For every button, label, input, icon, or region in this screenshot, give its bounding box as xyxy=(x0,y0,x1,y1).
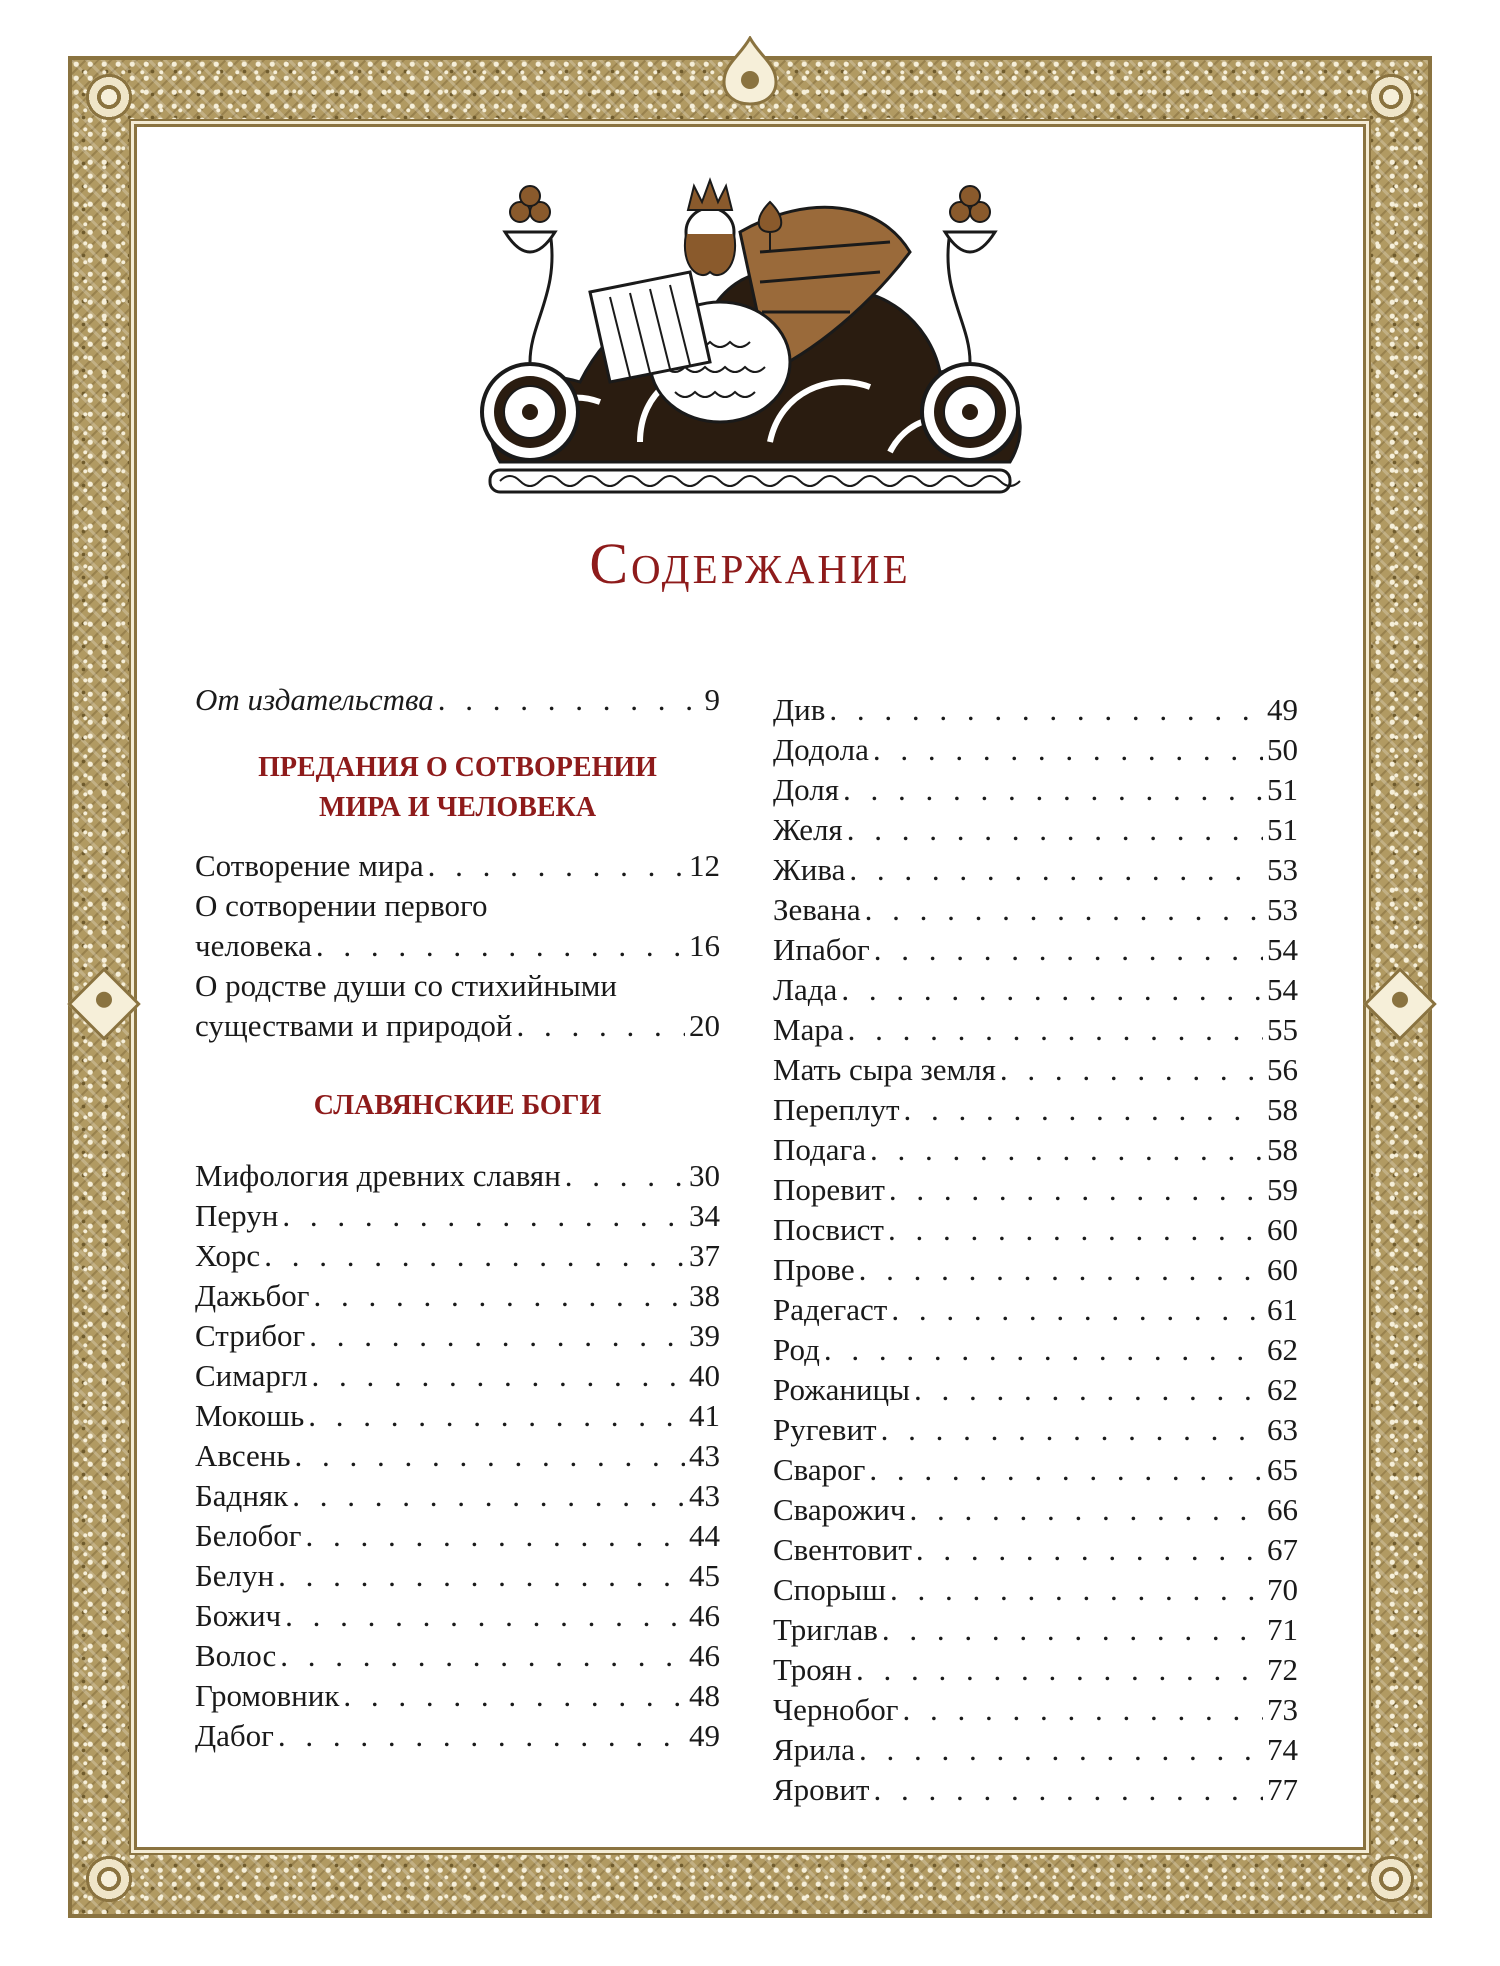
toc-entry-label: Лада xyxy=(773,972,838,1007)
toc-entry[interactable] xyxy=(773,1330,1298,1370)
toc-entry-label: Додола xyxy=(773,732,869,767)
toc-entry-label: Ипабог xyxy=(773,932,870,967)
toc-entry-label: Громовник xyxy=(195,1678,340,1713)
toc-entry-label: Ругевит xyxy=(773,1412,877,1447)
toc-leader-dots xyxy=(565,1156,685,1196)
toc-leader-dots xyxy=(856,1650,1263,1690)
toc-entry[interactable] xyxy=(195,886,720,966)
toc-entry-page: 70 xyxy=(1267,1572,1298,1607)
toc-entry[interactable] xyxy=(773,1730,1298,1770)
lion-head-corner-icon xyxy=(1364,1852,1418,1906)
toc-leader-dots xyxy=(264,1236,685,1276)
page-title: Содержание xyxy=(589,531,911,596)
toc-entry-label: Род xyxy=(773,1332,820,1367)
toc-left-column xyxy=(195,680,720,1756)
toc-leader-dots xyxy=(428,846,685,886)
toc-leader-dots xyxy=(309,1316,685,1356)
toc-entry-label: Жива xyxy=(773,852,846,887)
toc-entry-label: Посвист xyxy=(773,1212,884,1247)
toc-entry-page: 63 xyxy=(1267,1412,1298,1447)
toc-entry-label: Сварожич xyxy=(773,1492,906,1527)
toc-entry-label: Ярила xyxy=(773,1732,855,1767)
toc-leader-dots xyxy=(848,1010,1263,1050)
toc-leader-dots xyxy=(278,1716,685,1756)
toc-leader-dots xyxy=(343,1676,685,1716)
toc-entry-label: Дажьбог xyxy=(195,1278,310,1313)
lion-head-corner-icon xyxy=(82,70,136,124)
toc-entry-page: 48 xyxy=(689,1678,720,1713)
toc-leader-dots xyxy=(308,1396,685,1436)
toc-leader-dots xyxy=(865,890,1263,930)
toc-entry[interactable] xyxy=(773,1770,1298,1810)
toc-entry-label: Стрибог xyxy=(195,1318,306,1353)
toc-entry[interactable] xyxy=(773,730,1298,770)
toc-entry-page: 55 xyxy=(1267,1012,1298,1047)
toc-entry-label: Бадняк xyxy=(195,1478,289,1513)
toc-leader-dots xyxy=(902,1690,1263,1730)
toc-entry[interactable] xyxy=(195,680,720,720)
toc-leader-dots xyxy=(891,1290,1263,1330)
toc-right-column xyxy=(773,690,1298,1810)
toc-entry[interactable] xyxy=(195,1636,720,1676)
toc-entry-page: 62 xyxy=(1267,1372,1298,1407)
toc-entry-page: 30 xyxy=(689,1158,720,1193)
toc-entry-page: 58 xyxy=(1267,1092,1298,1127)
toc-entry-label: Желя xyxy=(773,812,843,847)
toc-entry-page: 39 xyxy=(689,1318,720,1353)
toc-entry-page: 60 xyxy=(1267,1252,1298,1287)
toc-entry-label: Авсень xyxy=(195,1438,291,1473)
toc-leader-dots xyxy=(910,1490,1264,1530)
toc-entry-label: Подага xyxy=(773,1132,866,1167)
toc-entry[interactable] xyxy=(773,1050,1298,1090)
toc-entry[interactable] xyxy=(195,966,720,1046)
toc-entry-label: Свентовит xyxy=(773,1532,912,1567)
toc-entry-page: 77 xyxy=(1267,1772,1298,1807)
toc-entry-label: Радегаст xyxy=(773,1292,888,1327)
toc-list xyxy=(773,690,1298,1810)
toc-leader-dots xyxy=(849,850,1263,890)
toc-entry-label: Сотворение мира xyxy=(195,848,424,883)
toc-entry[interactable] xyxy=(195,1356,720,1396)
toc-entry-label: Доля xyxy=(773,772,839,807)
toc-leader-dots xyxy=(843,770,1263,810)
toc-entry[interactable] xyxy=(773,1130,1298,1170)
section-title: МИРА И ЧЕЛОВЕКА xyxy=(318,792,597,823)
toc-entry[interactable] xyxy=(195,1476,720,1516)
toc-leader-dots xyxy=(294,1436,685,1476)
toc-entry-page: 37 xyxy=(689,1238,720,1273)
toc-entry-page: 59 xyxy=(1267,1172,1298,1207)
toc-entry[interactable] xyxy=(773,1250,1298,1290)
toc-leader-dots xyxy=(841,970,1263,1010)
toc-entry-label: Прове xyxy=(773,1252,855,1287)
toc-entry-page: 51 xyxy=(1267,812,1298,847)
toc-leader-dots xyxy=(438,680,701,720)
toc-entry-page: 67 xyxy=(1267,1532,1298,1567)
toc-entry-page: 54 xyxy=(1267,932,1298,967)
toc-entry-page: 20 xyxy=(689,1008,720,1043)
toc-entry-page: 61 xyxy=(1267,1292,1298,1327)
toc-leader-dots xyxy=(285,1596,685,1636)
toc-entry-label: Мифология древних славян xyxy=(195,1158,561,1193)
toc-entry-page: 53 xyxy=(1267,852,1298,887)
toc-entry-page: 34 xyxy=(689,1198,720,1233)
toc-entry[interactable] xyxy=(195,1596,720,1636)
toc-entry[interactable] xyxy=(195,1316,720,1356)
toc-entry-label: Поревит xyxy=(773,1172,885,1207)
toc-entry-label: Перун xyxy=(195,1198,279,1233)
toc-leader-dots xyxy=(916,1530,1263,1570)
toc-leader-dots xyxy=(870,1130,1263,1170)
toc-entry-page: 12 xyxy=(689,848,720,883)
toc-entry-label: Див xyxy=(773,692,826,727)
toc-leader-dots xyxy=(869,1450,1263,1490)
toc-entry[interactable] xyxy=(773,1090,1298,1130)
toc-entry[interactable] xyxy=(773,1650,1298,1690)
toc-entry-page: 16 xyxy=(689,928,720,963)
toc-leader-dots xyxy=(292,1476,685,1516)
toc-leader-dots xyxy=(914,1370,1263,1410)
toc-entry[interactable] xyxy=(773,1610,1298,1650)
toc-entry[interactable] xyxy=(773,930,1298,970)
toc-entry[interactable] xyxy=(195,1716,720,1756)
toc-entry-label: Зевана xyxy=(773,892,861,927)
toc-leader-dots xyxy=(280,1636,685,1676)
toc-entry-label: Симаргл xyxy=(195,1358,308,1393)
toc-entry-label: Переплут xyxy=(773,1092,900,1127)
sirin-bird-ornament-icon xyxy=(410,172,1090,502)
toc-entry-label: Волос xyxy=(195,1638,277,1673)
toc-entry-page: 40 xyxy=(689,1358,720,1393)
lion-head-corner-icon xyxy=(1364,70,1418,124)
toc-entry-label: Триглав xyxy=(773,1612,878,1647)
toc-entry[interactable] xyxy=(773,970,1298,1010)
toc-leader-dots xyxy=(278,1556,685,1596)
section-title: ПРЕДАНИЯ О СОТВОРЕНИИ xyxy=(258,752,657,783)
toc-leader-dots xyxy=(316,926,685,966)
toc-entry-label: Сварог xyxy=(773,1452,866,1487)
toc-entry-page: 45 xyxy=(689,1558,720,1593)
toc-entry-label: Белобог xyxy=(195,1518,302,1553)
toc-leader-dots xyxy=(874,930,1263,970)
toc-entry-label: Чернобог xyxy=(773,1692,899,1727)
toc-entry-label: Троян xyxy=(773,1652,853,1687)
toc-leader-dots xyxy=(881,1410,1263,1450)
toc-entry[interactable] xyxy=(195,1156,720,1196)
toc-entry[interactable] xyxy=(773,1530,1298,1570)
toc-entry-label: Белун xyxy=(195,1558,275,1593)
toc-entry-page: 51 xyxy=(1267,772,1298,807)
toc-entry-label: человека xyxy=(195,928,312,963)
toc-entry-page: 49 xyxy=(689,1718,720,1753)
toc-entry[interactable] xyxy=(773,1210,1298,1250)
toc-leader-dots xyxy=(882,1610,1263,1650)
toc-entry-label: Спорыш xyxy=(773,1572,886,1607)
toc-entry-page: 41 xyxy=(689,1398,720,1433)
toc-entry[interactable] xyxy=(195,1436,720,1476)
toc-entry-page: 71 xyxy=(1267,1612,1298,1647)
toc-leader-dots xyxy=(889,1170,1263,1210)
toc-entry-label: Божич xyxy=(195,1598,282,1633)
toc-entry-label: существами и природой xyxy=(195,1008,513,1043)
toc-leader-dots xyxy=(517,1006,686,1046)
toc-entry-page: 72 xyxy=(1267,1652,1298,1687)
toc-entry-page: 74 xyxy=(1267,1732,1298,1767)
toc-entry[interactable] xyxy=(773,770,1298,810)
toc-entry-label: Мать сыра земля xyxy=(773,1052,996,1087)
toc-entry[interactable] xyxy=(195,1236,720,1276)
toc-entry-label: Хорс xyxy=(195,1238,261,1273)
toc-leader-dots xyxy=(873,730,1263,770)
toc-entry[interactable] xyxy=(773,1290,1298,1330)
toc-entry-label: Рожаницы xyxy=(773,1372,910,1407)
toc-entry[interactable] xyxy=(195,1196,720,1236)
toc-entry-page: 44 xyxy=(689,1518,720,1553)
toc-entry-page: 60 xyxy=(1267,1212,1298,1247)
toc-entry-page: 53 xyxy=(1267,892,1298,927)
toc-entry-page: 54 xyxy=(1267,972,1298,1007)
top-crest-ornament-icon xyxy=(720,36,780,106)
toc-entry-label-line1: О сотворении первого xyxy=(195,888,488,923)
toc-entry[interactable] xyxy=(773,810,1298,850)
toc-leader-dots xyxy=(1000,1050,1263,1090)
toc-list xyxy=(195,1156,720,1756)
toc-entry[interactable] xyxy=(773,1170,1298,1210)
toc-leader-dots xyxy=(890,1570,1263,1610)
toc-entry-label: Яровит xyxy=(773,1772,870,1807)
toc-entry-page: 43 xyxy=(689,1438,720,1473)
toc-leader-dots xyxy=(824,1330,1263,1370)
toc-leader-dots xyxy=(888,1210,1263,1250)
toc-entry-page: 43 xyxy=(689,1478,720,1513)
toc-entry-page: 62 xyxy=(1267,1332,1298,1367)
toc-entry[interactable] xyxy=(195,1276,720,1316)
toc-leader-dots xyxy=(873,1770,1263,1810)
toc-entry[interactable] xyxy=(773,890,1298,930)
toc-entry-page: 50 xyxy=(1267,732,1298,767)
toc-entry[interactable] xyxy=(773,1490,1298,1530)
toc-entry[interactable] xyxy=(195,846,720,886)
toc-entry[interactable] xyxy=(773,1410,1298,1450)
toc-leader-dots xyxy=(859,1250,1263,1290)
toc-entry-label: От издательства xyxy=(195,682,434,717)
toc-leader-dots xyxy=(306,1516,685,1556)
toc-entry-page: 38 xyxy=(689,1278,720,1313)
toc-entry-page: 73 xyxy=(1267,1692,1298,1727)
toc-leader-dots xyxy=(859,1730,1263,1770)
toc-entry[interactable] xyxy=(773,1690,1298,1730)
toc-entry-page: 46 xyxy=(689,1638,720,1673)
toc-leader-dots xyxy=(904,1090,1263,1130)
toc-entry[interactable] xyxy=(195,1676,720,1716)
toc-leader-dots xyxy=(829,690,1263,730)
toc-entry[interactable] xyxy=(195,1396,720,1436)
toc-entry-label: Дабог xyxy=(195,1718,274,1753)
toc-entry-page: 66 xyxy=(1267,1492,1298,1527)
toc-entry-page: 56 xyxy=(1267,1052,1298,1087)
toc-entry[interactable] xyxy=(773,1570,1298,1610)
toc-entry[interactable] xyxy=(773,690,1298,730)
section-title: СЛАВЯНСКИЕ БОГИ xyxy=(313,1090,602,1121)
toc-entry[interactable] xyxy=(195,1556,720,1596)
toc-leader-dots xyxy=(282,1196,685,1236)
toc-entry-page: 46 xyxy=(689,1598,720,1633)
toc-entry[interactable] xyxy=(773,850,1298,890)
toc-leader-dots xyxy=(312,1356,685,1396)
toc-entry[interactable] xyxy=(773,1450,1298,1490)
toc-entry[interactable] xyxy=(195,1516,720,1556)
toc-entry-page: 49 xyxy=(1267,692,1298,727)
toc-entry-page: 58 xyxy=(1267,1132,1298,1167)
toc-entry[interactable] xyxy=(773,1010,1298,1050)
toc-leader-dots xyxy=(847,810,1263,850)
toc-entry-page: 9 xyxy=(704,682,720,717)
toc-entry-page: 65 xyxy=(1267,1452,1298,1487)
toc-entry-label: Мокошь xyxy=(195,1398,305,1433)
toc-entry-label-line1: О родстве души со стихийными xyxy=(195,968,617,1003)
toc-entry[interactable] xyxy=(773,1370,1298,1410)
lion-head-corner-icon xyxy=(82,1852,136,1906)
toc-entry-label: Мара xyxy=(773,1012,844,1047)
toc-leader-dots xyxy=(313,1276,685,1316)
